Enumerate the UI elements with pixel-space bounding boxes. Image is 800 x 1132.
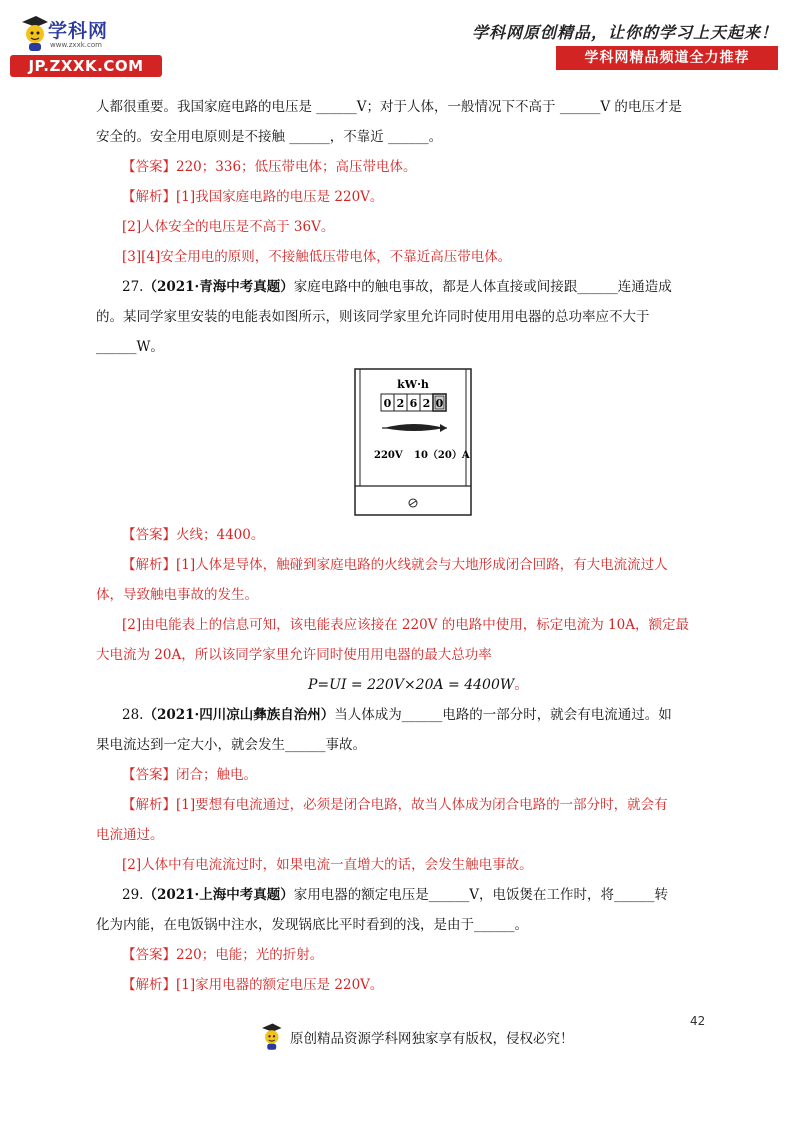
meter-figure [96,362,716,520]
q27-stem [96,272,716,302]
meter-digit-4: 2 [422,397,431,410]
q29-analysis [96,970,716,1000]
q28-answer [96,760,716,790]
formula-end: 。 [514,677,529,693]
analysis-text: [1]家用电器的额定电压是 220V。 [176,977,384,993]
analysis-text: [1]我国家庭电路的电压是 220V。 [176,189,384,205]
question-text: 当人体成为______电路的一部分时，就会有电流通过。如 [334,707,672,723]
q27-answer [96,520,716,550]
analysis-tag: 【解析】 [122,797,176,813]
page-footer [258,1022,574,1052]
q26-analysis [96,182,716,212]
q29-answer [96,940,716,970]
logo-site: www.zxxk.com [50,41,102,49]
meter-current: 10（20）A [414,450,470,461]
answer-text: 闭合；触电。 [176,767,257,783]
question-number: 29. [122,887,144,903]
meter-unit: kW·h [397,378,429,391]
mascot-icon [18,14,50,54]
question-source: （2021·青海中考真题） [143,279,294,295]
q27-line2: 的。某同学家里安装的电能表如图所示，则该同学家里允许同时使用用电器的总功率应不大于 [96,309,650,325]
q28-stem [96,700,716,730]
page-header [0,0,800,80]
q27-analysis-1b: 体，导致触电事故的发生。 [96,587,258,603]
q28-analysis [96,790,716,820]
electricity-meter [354,368,472,516]
question-number: 28. [122,707,144,723]
q27-analysis-2a: [2]由电能表上的信息可知，该电能表应该接在 220V 的电路中使用，标定电流为 10A，额定最 [122,617,689,633]
analysis-text: [1]要想有电流通过，必须是闭合电路，故当人体成为闭合电路的一部分时，就会有 [176,797,668,813]
q26-line1: 人都很重要。我国家庭电路的电压是 ______V；对于人体，一般情况下不高于 ______V 的电压才是 [96,99,682,115]
q27-line3: ______W。 [96,339,164,355]
analysis-tag: 【解析】 [122,977,176,993]
q28-analysis-1b: 电流通过。 [96,827,164,843]
q27-analysis-2b: 大电流为 20A，所以该同学家里允许同时使用用电器的最大总功率 [96,647,492,663]
page-content [96,92,716,1000]
answer-text: 220；电能；光的折射。 [176,947,324,963]
analysis-tag: 【解析】 [122,189,176,205]
answer-tag: 【答案】 [122,159,176,175]
zxxk-logo[interactable] [10,14,162,76]
header-banner: 学科网精品频道全力推荐 [556,46,778,70]
q26-analysis-2: [2]人体安全的电压是不高于 36V。 [122,219,335,235]
page-number: 42 [690,1014,706,1028]
analysis-tag: 【解析】 [122,557,176,573]
answer-text: 220；336；低压带电体；高压带电体。 [176,159,417,175]
meter-digit-3: 6 [409,397,418,410]
question-number: 27. [122,279,144,295]
answer-text: 火线；4400。 [176,527,265,543]
q29-stem [96,880,716,910]
question-source: （2021·上海中考真题） [143,887,294,903]
logo-url: JP.ZXXK.COM [10,55,162,77]
mascot-icon [258,1022,284,1052]
q27-formula [96,670,716,700]
formula-text: P=UI = 220V×20A = 4400W [308,677,515,693]
question-source: （2021·四川凉山彝族自治州） [143,707,335,723]
meter-voltage: 220V [374,450,403,461]
meter-digit-2: 2 [396,397,405,410]
answer-tag: 【答案】 [122,527,176,543]
answer-tag: 【答案】 [122,767,176,783]
q28-analysis-2: [2]人体中有电流流过时，如果电流一直增大的话，会发生触电事故。 [122,857,533,873]
question-text: 家庭电路中的触电事故，都是人体直接或间接跟______连通造成 [293,279,672,295]
copyright-notice: 原创精品资源学科网独家享有版权，侵权必究！ [290,1031,574,1047]
q26-analysis-3: [3][4]安全用电的原则，不接触低压带电体，不靠近高压带电体。 [122,249,512,265]
answer-tag: 【答案】 [122,947,176,963]
meter-digit-5: 0 [435,397,444,410]
analysis-text: [1]人体是导体，触碰到家庭电路的火线就会与大地形成闭合回路，有大电流流过人 [176,557,668,573]
question-text: 家用电器的额定电压是______V，电饭煲在工作时，将______转 [293,887,669,903]
header-slogan: 学科网原创精品，让你的学习上天起来！ [471,23,778,42]
q29-line2: 化为内能，在电饭锅中注水，发现锅底比平时看到的浅，是由于______。 [96,917,528,933]
q26-line2: 安全的。安全用电原则是不接触 ______，不靠近 ______。 [96,129,443,145]
q26-answer [96,152,716,182]
q28-line2: 果电流达到一定大小，就会发生______事故。 [96,737,366,753]
logo-title: 学科网 [48,20,109,42]
meter-digit-1: 0 [383,397,392,410]
q27-analysis [96,550,716,580]
meter-digits [381,394,446,411]
